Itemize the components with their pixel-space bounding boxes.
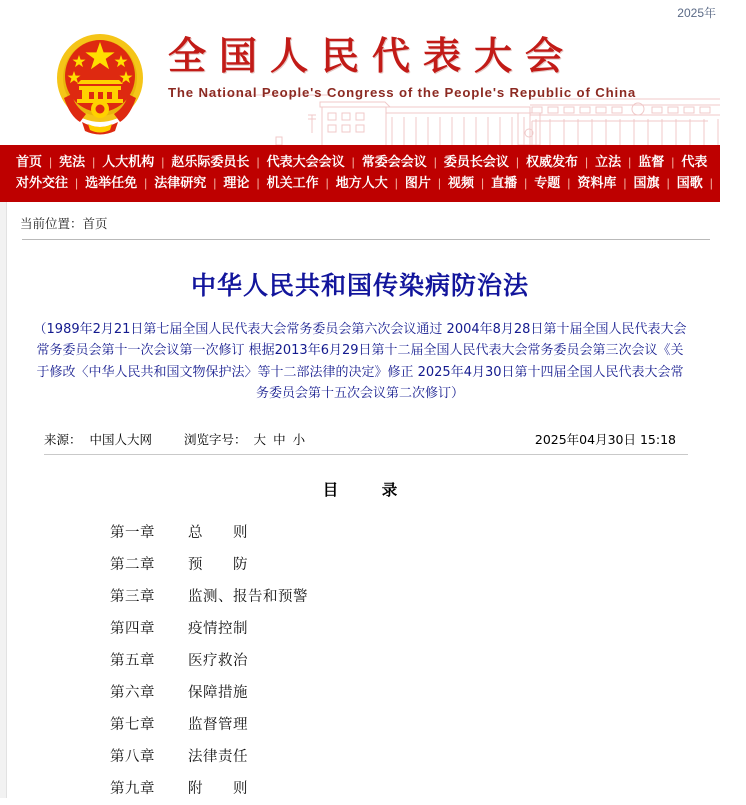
toc-list <box>22 517 698 805</box>
nav-separator: | <box>585 155 589 169</box>
nav-separator: | <box>628 155 632 169</box>
nav-separator: | <box>437 176 441 190</box>
nav-separator: | <box>524 176 528 190</box>
nav-item-宪法[interactable]: 宪法 <box>59 155 86 170</box>
nav-separator: | <box>671 155 675 169</box>
document-enactment-note: （1989年2月21日第七届全国人民代表大会常务委员会第六次会议通过 2004年8月28日第十届全国人民代表大会常务委员会第十一次会议第一次修订 根据2013年6月29日第十二届全国人民代表大会常务委员会第三次会议《关于修改〈中华人民共和国文物保护法〉等十二部法律的决定》修正 2025年4月30日第十四届全国人民代表大会常务委员会第十五次会议第二次修订） <box>33 321 687 402</box>
nav-item-直播[interactable]: 直播 <box>491 176 518 191</box>
site-banner <box>0 0 720 145</box>
nav-separator: | <box>49 155 53 169</box>
toc-item-title: 预 防 <box>188 556 248 573</box>
nav-item-国旗[interactable]: 国旗 <box>633 176 660 191</box>
toc-item-title: 保障措施 <box>188 684 248 701</box>
toc-item[interactable] <box>110 549 698 581</box>
nav-item-地方人大[interactable]: 地方人大 <box>335 176 388 191</box>
nav-item-图片[interactable]: 图片 <box>404 176 431 191</box>
nav-separator: | <box>325 176 329 190</box>
toc-item-number: 第八章 <box>110 748 155 765</box>
page-title: 中华人民共和国传染病防治法 <box>190 271 529 300</box>
toc-item-number: 第七章 <box>110 716 155 733</box>
toc-item-title: 医疗救治 <box>188 652 248 669</box>
fontsize-label: 浏览字号： <box>184 431 247 447</box>
nav-item-委员长会议[interactable]: 委员长会议 <box>443 155 509 170</box>
breadcrumb[interactable]: 当前位置：首页 <box>20 216 108 231</box>
nav-item-常委会会议[interactable]: 常委会会议 <box>361 155 427 170</box>
nav-item-立法[interactable]: 立法 <box>595 155 622 170</box>
nav-separator: | <box>666 176 670 190</box>
source-value[interactable]: 中国人大网 <box>89 431 153 447</box>
nav-item-权威发布[interactable]: 权威发布 <box>525 155 578 170</box>
toc-item-title: 疫情控制 <box>188 620 248 637</box>
breadcrumb-divider <box>22 239 710 240</box>
fontsize-option-medium[interactable]: 中 <box>273 431 286 447</box>
toc-item[interactable] <box>110 741 698 773</box>
toc-item[interactable] <box>110 645 698 677</box>
toc-item-title: 监测、报告和预警 <box>188 588 308 605</box>
banner-title-group <box>168 34 688 100</box>
toc-item-number: 第六章 <box>110 684 155 701</box>
toc-heading: 目 录 <box>322 479 412 499</box>
nav-separator: | <box>567 176 571 190</box>
toc-item[interactable] <box>110 613 698 645</box>
nav-separator: | <box>144 176 148 190</box>
breadcrumb-bar <box>0 202 720 242</box>
nav-item-国徽[interactable]: 国徽 <box>719 176 746 191</box>
nav-item-理论[interactable]: 理论 <box>223 176 250 191</box>
nav-separator: | <box>481 176 485 190</box>
source-label: 来源： <box>44 431 82 447</box>
toc-item-title: 法律责任 <box>188 748 248 765</box>
nav-item-法律研究[interactable]: 法律研究 <box>154 176 207 191</box>
nav-row-primary <box>0 152 720 173</box>
nav-item-专题[interactable]: 专题 <box>534 176 561 191</box>
fontsize-option-large[interactable]: 大 <box>253 431 267 447</box>
nav-item-赵乐际委员长[interactable]: 赵乐际委员长 <box>171 155 250 170</box>
banner-title-en: The National People's Congress of the People's Republic of China <box>168 85 637 100</box>
nav-separator: | <box>161 155 165 169</box>
nav-separator: | <box>92 155 96 169</box>
toc-item-title: 监督管理 <box>188 716 248 733</box>
toc-item[interactable] <box>110 517 698 549</box>
nav-item-监督[interactable]: 监督 <box>638 155 665 170</box>
nav-separator: | <box>75 176 79 190</box>
toc-item-title: 总 则 <box>188 524 248 541</box>
nav-item-选举任免[interactable]: 选举任免 <box>85 176 138 191</box>
article-meta-left <box>44 430 305 448</box>
fontsize-option-small[interactable]: 小 <box>292 431 306 447</box>
toc-item[interactable] <box>110 709 698 741</box>
toc-item-number: 第三章 <box>110 588 155 605</box>
toc-item-number: 第四章 <box>110 620 155 637</box>
national-emblem-icon <box>44 26 156 136</box>
nav-separator: | <box>213 176 217 190</box>
toc-item-number: 第九章 <box>110 780 155 797</box>
nav-separator: | <box>709 176 713 190</box>
nav-separator: | <box>351 155 355 169</box>
nav-item-视频[interactable]: 视频 <box>447 176 474 191</box>
nav-item-人大机构[interactable]: 人大机构 <box>102 155 155 170</box>
nav-separator: | <box>394 176 398 190</box>
banner-title-cn: 全国人民代表大会 <box>168 34 577 78</box>
main-navigation[interactable] <box>0 145 746 202</box>
article-meta-bar <box>22 427 698 457</box>
publish-timestamp: 2025年04月30日 15:18 <box>534 431 676 447</box>
nav-item-首页[interactable]: 首页 <box>16 155 43 170</box>
nav-separator: | <box>256 176 260 190</box>
article-body <box>0 270 720 805</box>
toc-item[interactable] <box>110 581 698 613</box>
toc-item-number: 第一章 <box>110 524 155 541</box>
nav-separator: | <box>256 155 260 169</box>
nav-item-国歌[interactable]: 国歌 <box>676 176 703 191</box>
nav-separator: | <box>433 155 437 169</box>
banner-year-tag: 2025年 <box>677 6 716 20</box>
nav-item-机关工作[interactable]: 机关工作 <box>266 176 319 191</box>
nav-item-对外交往[interactable]: 对外交往 <box>16 176 69 191</box>
toc-item-number: 第五章 <box>110 652 155 669</box>
great-hall-of-the-people-watermark <box>200 93 720 145</box>
toc-item-title: 附 则 <box>188 780 248 797</box>
nav-separator: | <box>515 155 519 169</box>
nav-item-代表[interactable]: 代表 <box>681 155 708 170</box>
toc-item[interactable] <box>110 677 698 709</box>
meta-divider <box>44 454 688 455</box>
toc-item[interactable] <box>110 773 698 805</box>
nav-item-资料库[interactable]: 资料库 <box>577 176 617 191</box>
table-of-contents <box>22 479 698 805</box>
nav-row-secondary <box>0 173 746 194</box>
toc-item-number: 第二章 <box>110 556 155 573</box>
nav-separator: | <box>623 176 627 190</box>
nav-item-代表大会会议[interactable]: 代表大会会议 <box>266 155 345 170</box>
